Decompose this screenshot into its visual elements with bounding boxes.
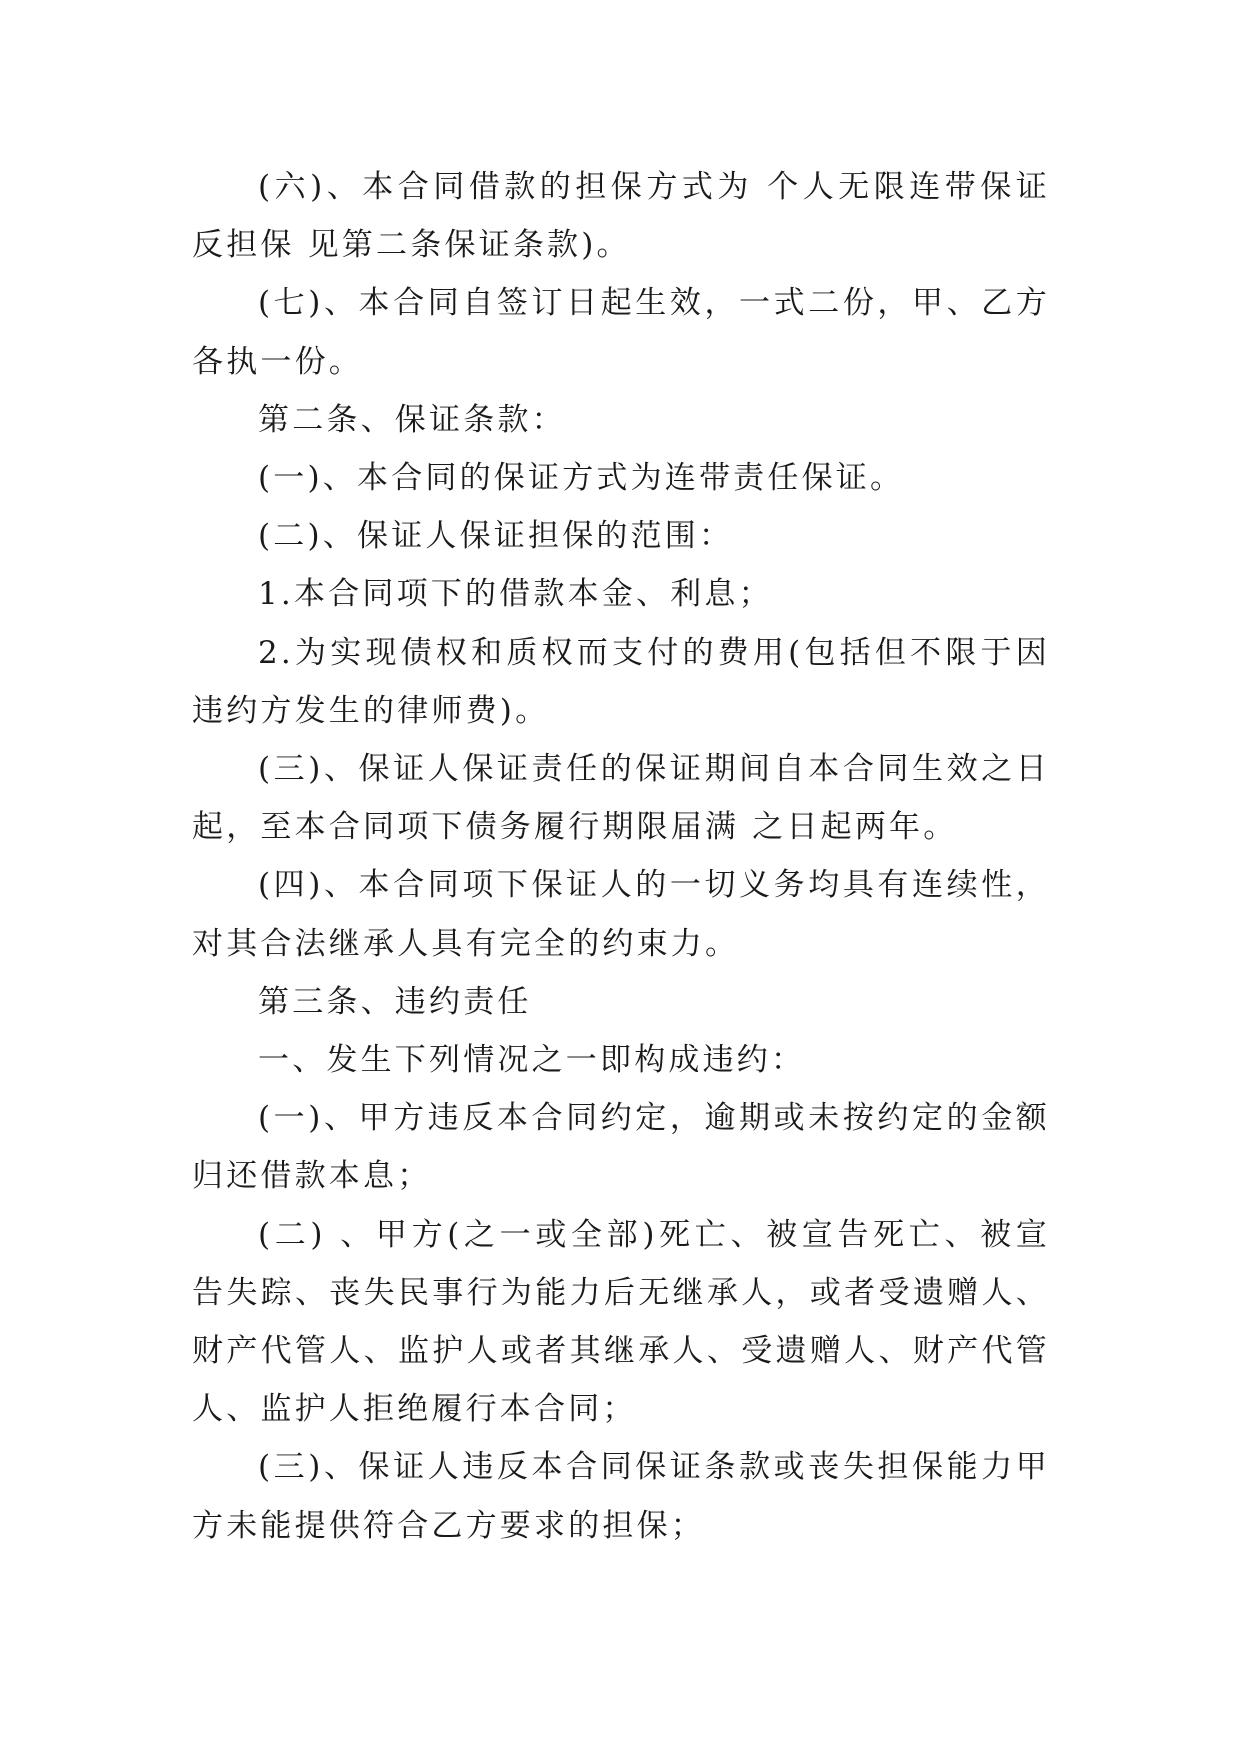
list-item-scope-2: 2.为实现债权和质权而支付的费用(包括但不限于因违约方发生的律师费)。 [192, 634, 1050, 729]
paragraph-clause-6: (六)、本合同借款的担保方式为 个人无限连带保证反担保 见第二条保证条款)。 [192, 169, 1050, 264]
paragraph-breach-3: (三)、保证人违反本合同保证条款或丧失担保能力甲方未能提供符合乙方要求的担保； [192, 1449, 1050, 1544]
document-page [192, 158, 1050, 1555]
paragraph-clause-7: (七)、本合同自签订日起生效，一式二份，甲、乙方各执一份。 [192, 285, 1050, 380]
paragraph-breach-2: (二) 、甲方(之一或全部)死亡、被宣告死亡、被宣告失踪、丧失民事行为能力后无继承人，或者受遗赠人、财产代管人、监护人或者其继承人、受遗赠人、财产代管人、监护人拒绝履行本合同； [192, 1216, 1050, 1428]
list-item-scope-1: 1.本合同项下的借款本金、利息； [258, 576, 773, 613]
section-heading-article-2: 第二条、保证条款： [258, 401, 566, 438]
paragraph-breach-1: (一)、甲方违反本合同约定，逾期或未按约定的金额归还借款本息； [192, 1100, 1050, 1195]
paragraph-guarantee-scope: (二)、保证人保证担保的范围： [258, 518, 734, 555]
paragraph-breach-intro: 一、发生下列情况之一即构成违约： [258, 1042, 806, 1079]
paragraph-guarantor-obligations: (四)、本合同项下保证人的一切义务均具有连续性，对其合法继承人具有完全的约束力。 [192, 867, 1050, 962]
section-heading-article-3: 第三条、违约责任 [258, 983, 532, 1020]
paragraph-guarantee-method: (一)、本合同的保证方式为连带责任保证。 [258, 460, 905, 497]
paragraph-guarantee-period: (三)、保证人保证责任的保证期间自本合同生效之日起，至本合同项下债务履行期限届满 之日起两年。 [192, 751, 1050, 846]
